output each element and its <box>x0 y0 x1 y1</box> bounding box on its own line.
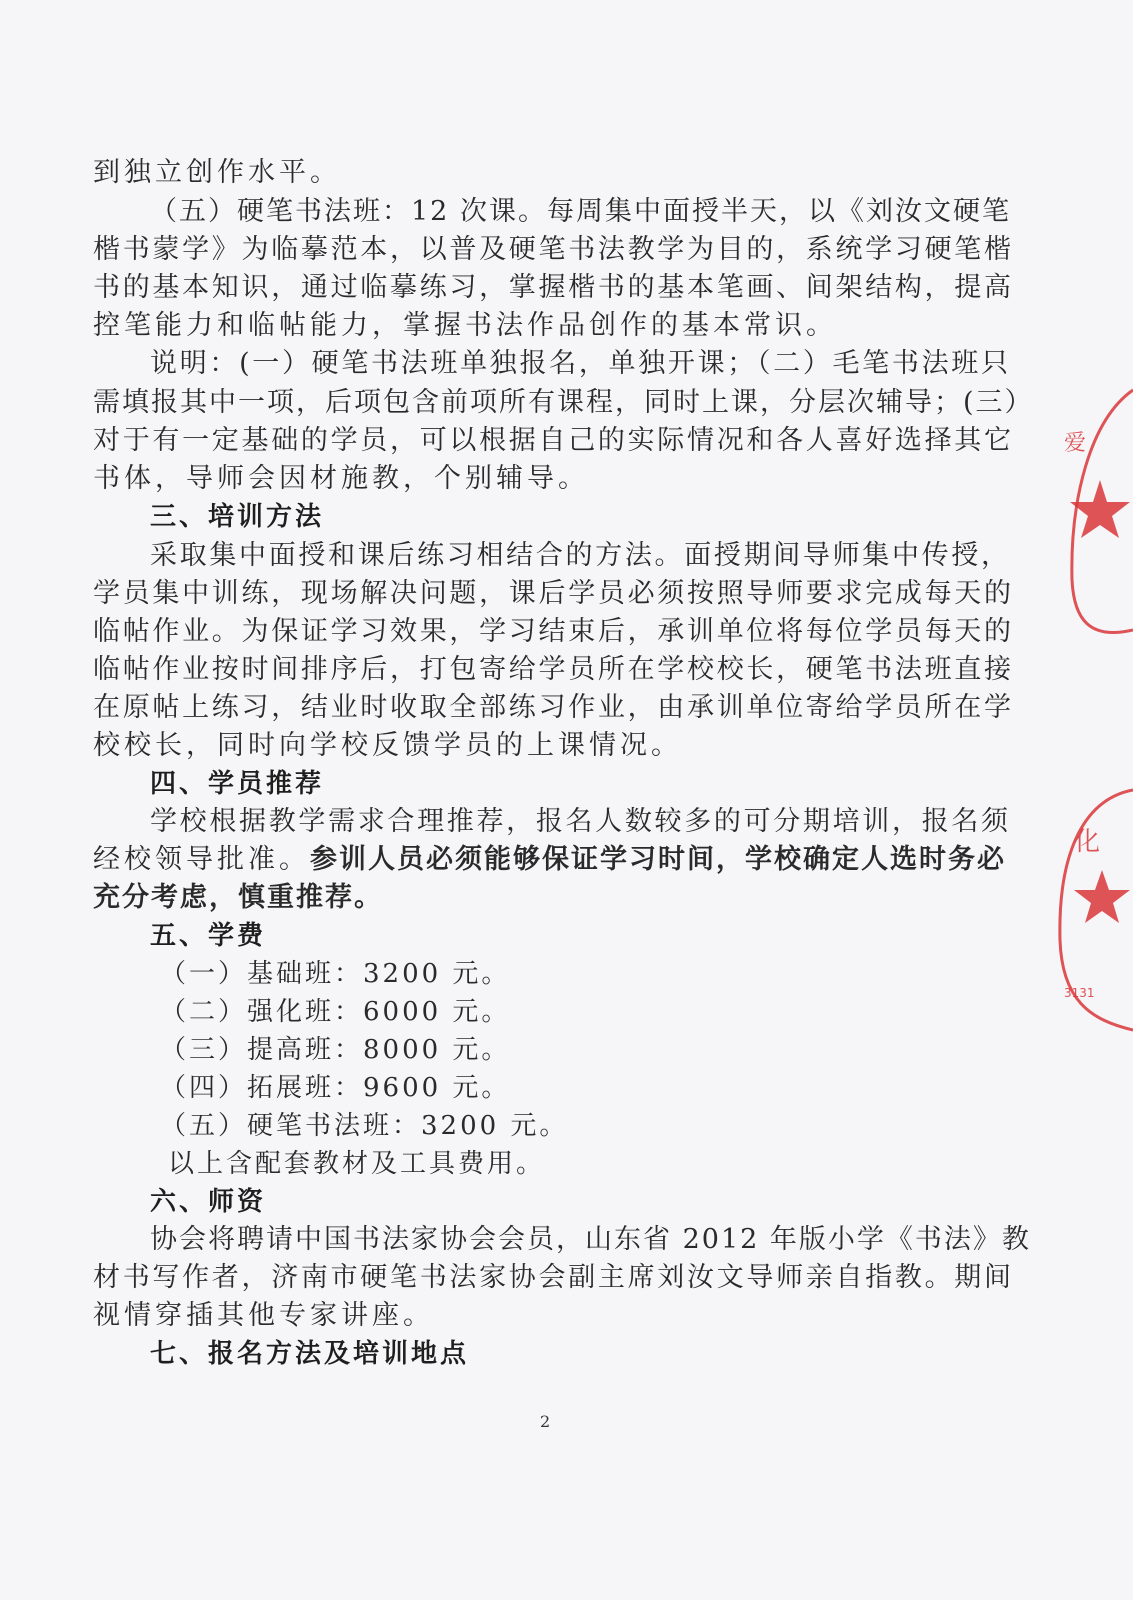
bold-emphasis: 参训人员必须能够保证学习时间，学校确定人选时务必 <box>310 844 1006 875</box>
para-line: 在原帖上练习，结业时收取全部练习作业，由承训单位寄给学员所在学 <box>93 692 1013 723</box>
fee-item: （二）强化班：6000 元。 <box>160 997 511 1027</box>
para-text: 经校领导批准。 <box>93 844 310 875</box>
para-line: 楷书蒙学》为临摹范本，以普及硬笔书法教学为目的，系统学习硬笔楷 <box>93 234 1013 265</box>
fee-item: （一）基础班：3200 元。 <box>160 959 511 989</box>
svg-text:爱: 爱 <box>1064 431 1087 456</box>
para-line: 说明：(一）硬笔书法班单独报名，单独开课；（二）毛笔书法班只 <box>150 348 1010 379</box>
fee-item: （三）提高班：8000 元。 <box>160 1035 511 1065</box>
section-heading: 三、培训方法 <box>150 502 325 532</box>
para-line: 对于有一定基础的学员，可以根据自己的实际情况和各人喜好选择其它 <box>93 425 1013 456</box>
fee-item: （五）硬笔书法班：3200 元。 <box>160 1111 569 1141</box>
bold-emphasis-line: 充分考虑，慎重推荐。 <box>93 882 383 913</box>
section-heading: 七、报名方法及培训地点 <box>150 1339 470 1369</box>
para-line: 临帖作业。为保证学习效果，学习结束后，承训单位将每位学员每天的 <box>93 616 1013 647</box>
para-line: 需填报其中一项，后项包含前项所有课程，同时上课，分层次辅导；(三） <box>93 387 1034 418</box>
para-line: 书的基本知识，通过临摹练习，掌握楷书的基本笔画、间架结构，提高 <box>93 272 1013 303</box>
para-line: 到独立创作水平。 <box>93 157 341 188</box>
para-line: 学校根据教学需求合理推荐，报名人数较多的可分期培训，报名须 <box>150 806 1010 837</box>
official-seal-icon <box>1050 380 1133 1100</box>
svg-text:3131: 3131 <box>1064 986 1095 1000</box>
svg-text:化: 化 <box>1074 827 1101 857</box>
section-heading: 六、师资 <box>150 1187 267 1217</box>
fee-note: 以上含配套教材及工具费用。 <box>168 1149 546 1179</box>
para-line: 协会将聘请中国书法家协会会员，山东省 2012 年版小学《书法》教 <box>150 1224 1031 1255</box>
page-number: 2 <box>540 1412 551 1431</box>
section-heading: 五、学费 <box>150 921 267 951</box>
para-line: 采取集中面授和课后练习相结合的方法。面授期间导师集中传授， <box>150 540 1010 571</box>
para-line: 校校长，同时向学校反馈学员的上课情况。 <box>93 730 682 761</box>
para-line: 材书写作者，济南市硬笔书法家协会副主席刘汝文导师亲自指教。期间 <box>93 1262 1013 1293</box>
fee-item: （四）拓展班：9600 元。 <box>160 1073 511 1103</box>
para-line: 控笔能力和临帖能力，掌握书法作品创作的基本常识。 <box>93 310 837 341</box>
para-line: 临帖作业按时间排序后，打包寄给学员所在学校校长，硬笔书法班直接 <box>93 654 1013 685</box>
para-line: 书体，导师会因材施教，个别辅导。 <box>93 463 589 494</box>
section-heading: 四、学员推荐 <box>150 769 325 799</box>
para-line: （五）硬笔书法班：12 次课。每周集中面授半天，以《刘汝文硬笔 <box>150 196 1011 227</box>
para-line <box>93 841 1013 879</box>
para-line: 视情穿插其他专家讲座。 <box>93 1300 434 1331</box>
para-line: 学员集中训练，现场解决问题，课后学员必须按照导师要求完成每天的 <box>93 578 1013 609</box>
